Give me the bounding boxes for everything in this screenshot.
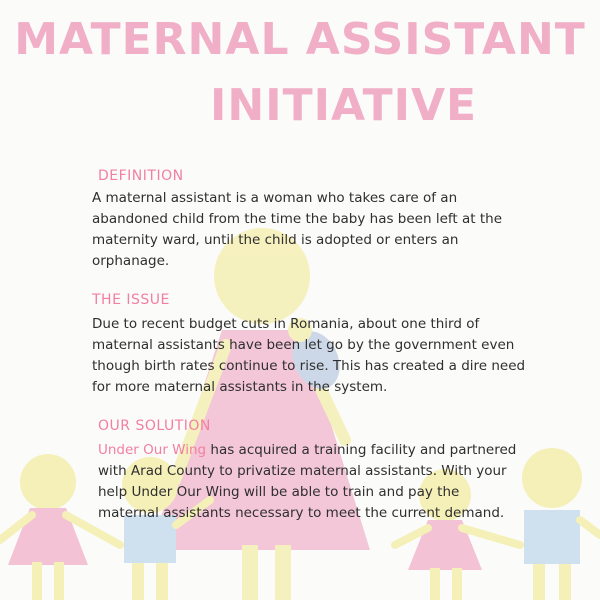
title-line-1: MATERNAL ASSISTANT (14, 14, 586, 65)
solution-body: has acquired a training facility and partnered with Arad County to privatize maternal assistants. With your help Under Our Wing will be able to train and pay the maternal assistants necessary to meet the current demand. (98, 442, 517, 521)
issue-text: Due to recent budget cuts in Romania, about one third of maternal assistants have been let go by the government even though birth rates continue to rise. This has created a dire need for more maternal assistants in the system. (92, 316, 526, 395)
mother-figure (150, 228, 370, 600)
child-figure-right-boy (522, 448, 600, 600)
issue-heading: THE ISSUE (92, 292, 170, 308)
solution-text (98, 440, 518, 524)
organization-name: Under Our Wing (98, 442, 207, 458)
definition-text: A maternal assistant is a woman who takes care of an abandoned child from the time the baby has been left at the maternity ward, until the child is adopted or enters an orphanage. (92, 190, 502, 269)
title-line-2: INITIATIVE (210, 80, 478, 131)
definition-heading: DEFINITION (98, 168, 184, 184)
solution-heading: OUR SOLUTION (98, 418, 211, 434)
